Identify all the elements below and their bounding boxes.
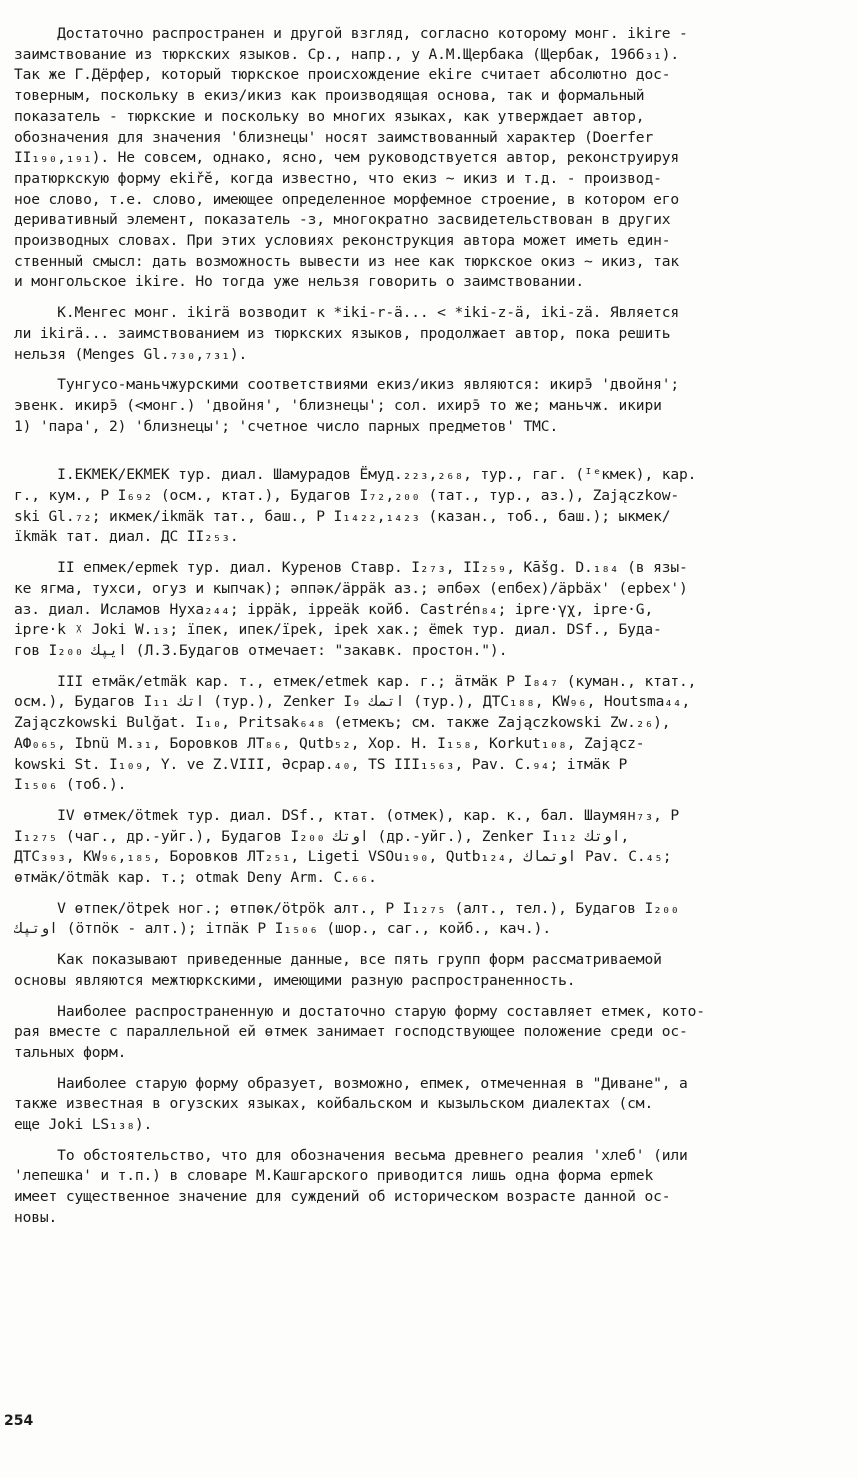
- paragraph-p7: [14, 806, 852, 889]
- text-line: өтмäк/ötmäk кар. т.; otmak Deny Arm. C.₆₆.: [14, 869, 377, 887]
- page-number: 254: [4, 1413, 34, 1429]
- paragraph-p4: [14, 465, 852, 548]
- text-line: Так же Г.Дёрфер, который тюркское происхождение ekire считает абсолютно дос-: [14, 66, 671, 84]
- paragraph-p1: [14, 24, 852, 293]
- text-line: IV өтмек/ötmek тур. диал. DSf., ктат. (отмек), кар. к., бал. Шаумян₇₃, Р: [14, 806, 679, 824]
- text-line: ДТС₃₉₃, KW₉₆,₁₈₅, Боровков ЛТ₂₅₁, Ligeti VSOu₁₉₀, Qutb₁₂₄, اوتماك Pav. C.₄₅;: [14, 848, 672, 866]
- text-line: эвенк. икирэ̄ (<монг.) 'двойня', 'близнецы'; сол. ихирэ̄ то же; маньчж. икири: [14, 396, 662, 414]
- text-line: III етмäк/etmäk кар. т., етмек/etmek кар. г.; äтмäк Р I₈₄₇ (куман., ктат.,: [14, 672, 697, 690]
- paragraph-p6: [14, 672, 852, 796]
- text-line: имеет существенное значение для суждений об историческом возрасте данной ос-: [14, 1188, 671, 1206]
- text-line: اوتپك (öтпöк - алт.); ітпäк Р I₁₅₀₆ (шор., саг., койб., кач.).: [14, 920, 551, 938]
- text-line: нельзя (Menges Gl.₇₃₀,₇₃₁).: [14, 345, 248, 363]
- text-line: осм.), Будагов I₁₁ اتك (тур.), Zenker I₉ اتمك (тур.), ДТС₁₈₈, KW₉₆, Houtsma₄₄,: [14, 693, 691, 711]
- paragraph-p10: [14, 1002, 852, 1064]
- text-line: К.Менгес монг. ikirä возводит к *iki-r-ä... < *iki-z-ä, iki-zä. Является: [14, 304, 679, 322]
- paragraph-p12: [14, 1146, 852, 1229]
- text-line: ное слово, т.е. слово, имеющее определенное морфемное строение, в котором его: [14, 190, 679, 208]
- text-line: Как показывают приведенные данные, все пять групп форм рассматриваемой: [14, 951, 662, 969]
- text-line: показатель - тюркские и поскольку во многих языках, как утверждает автор,: [14, 107, 645, 125]
- paragraph-p3: [14, 375, 852, 437]
- text-line: V өтпек/ötpek ног.; өтпөк/ötpök алт., Р I₁₂₇₅ (алт., тел.), Будагов I₂₀₀: [14, 899, 679, 917]
- paragraph-p8: [14, 899, 852, 940]
- text-line: ственный смысл: дать возможность вывести из нее как тюркское окиз ~ икиз, так: [14, 252, 679, 270]
- text-line: тальных форм.: [14, 1043, 127, 1061]
- text-line: заимствование из тюркских языков. Ср., напр., у А.М.Щербака (Щербак, 1966₃₁).: [14, 45, 679, 63]
- text-line: АФ₀₆₅, Ibnü M.₃₁, Боровков ЛТ₈₆, Qutb₅₂, Хор. Н. I₁₅₈, Korkut₁₀₈, Zającz-: [14, 734, 645, 752]
- text-line: kowski St. I₁₀₉, Y. ve Z.VIII, Әсрар.₄₀, TS III₁₅₆₃, Pav. C.₉₄; ітмäк Р: [14, 755, 628, 773]
- text-line: товерным, поскольку в екиз/икиз как производящая основа, так и формальный: [14, 87, 645, 105]
- text-line: аз. диал. Исламов Нуха₂₄₄; ippäk, ippeäk койб. Castrén₈₄; ipre·γχ, ipre·G,: [14, 600, 654, 618]
- text-line: обозначения для значения 'близнецы' носят заимствованный характер (Doerfer: [14, 128, 654, 146]
- text-line: ïkmäk тат. диал. ДС II₂₅₃.: [14, 528, 239, 546]
- text-line: рая вместе с параллельной ей өтмек занимает господствующее положение среди ос-: [14, 1023, 688, 1041]
- text-line: пратюркскую форму ekiřĕ, когда известно, что екиз ~ икиз и т.д. - производ-: [14, 169, 662, 187]
- text-line: деривативный элемент, показатель -з, многократно засвидетельствован в других: [14, 211, 671, 229]
- text-line: То обстоятельство, что для обозначения весьма древнего реалия 'хлеб' (или: [14, 1146, 688, 1164]
- text-line: I₁₅₀₆ (тоб.).: [14, 776, 127, 794]
- paragraph-p9: [14, 950, 852, 991]
- paragraph-gap: [14, 447, 852, 465]
- text-line: Zajączkowski Bulğat. I₁₀, Pritsak₆₄₈ (етмекъ; см. также Zajączkowski Zw.₂₆),: [14, 714, 671, 732]
- paragraph-p2: [14, 303, 852, 365]
- text-line: основы являются межтюркскими, имеющими разную распространенность.: [14, 971, 576, 989]
- text-line: г., кум., Р I₆₉₂ (осм., ктат.), Будагов I₇₂,₂₀₀ (тат., тур., аз.), Zajączkow-: [14, 487, 679, 505]
- text-line: Наиболее распространенную и достаточно старую форму составляет етмек, кото-: [14, 1002, 705, 1020]
- paragraph-p5: [14, 558, 852, 662]
- text-line: ipre·k ᵡ Joki W.₁₃; їпек, ипек/ïpek, ipek хак.; ёmek тур. диал. DSf., Буда-: [14, 621, 662, 639]
- page-body: [14, 24, 852, 1239]
- text-line: гов I₂₀₀ ايپك (Л.З.Будагов отмечает: "закавк. простон.").: [14, 641, 508, 659]
- text-line: I.ЕКМЕК/ЕКМЕК тур. диал. Шамурадов Ёмуд.₂₂₃,₂₆₈, тур., гаг. (ᴵᵉкмек), кар.: [14, 466, 697, 484]
- text-line: еще Joki LS₁₃₈).: [14, 1116, 153, 1134]
- text-line: ski Gl.₇₂; икмек/ikmäk тат., баш., Р I₁₄₂₂,₁₄₂₃ (казан., тоб., баш.); ыкмек/: [14, 507, 671, 525]
- text-line: производных словах. При этих условиях реконструкция автора может иметь един-: [14, 232, 671, 250]
- text-line: новы.: [14, 1208, 58, 1226]
- text-line: 1) 'пара', 2) 'близнецы'; 'счетное число парных предметов' ТМС.: [14, 417, 559, 435]
- text-line: ли ikirä... заимствованием из тюркских языков, продолжает автор, пока решить: [14, 324, 671, 342]
- text-line: Наиболее старую форму образует, возможно, епмек, отмеченная в "Диване", а: [14, 1074, 688, 1092]
- text-line: Достаточно распространен и другой взгляд, согласно которому монг. ikire -: [14, 25, 688, 42]
- text-line: I₁₂₇₅ (чаг., др.-уйг.), Будагов I₂₀₀ اوتك (др.-уйг.), Zenker I₁₁₂ اوتك,: [14, 827, 630, 845]
- text-line: II епмек/epmek тур. диал. Куренов Ставр. I₂₇₃, II₂₅₉, Kāšg. D.₁₈₄ (в язы-: [14, 559, 688, 577]
- text-line: 'лепешка' и т.п.) в словаре М.Кашгарского приводится лишь одна форма epmek: [14, 1167, 654, 1185]
- text-line: и монгольское ikire. Но тогда уже нельзя говорить о заимствовании.: [14, 273, 584, 291]
- text-line: также известная в огузских языках, койбальском и кызыльском диалектах (см.: [14, 1095, 654, 1113]
- text-line: ке ягма, тухси, огуз и кыпчак); әппәк/äppäk аз.; әпбәх (епбех)/äpbäx' (epbex'): [14, 579, 688, 597]
- text-line: II₁₉₀,₁₉₁). Не совсем, однако, ясно, чем руководствуется автор, реконструируя: [14, 149, 679, 167]
- text-line: Тунгусо-маньчжурскими соответствиями екиз/икиз являются: икирэ̄ 'двойня';: [14, 376, 679, 394]
- paragraph-p11: [14, 1074, 852, 1136]
